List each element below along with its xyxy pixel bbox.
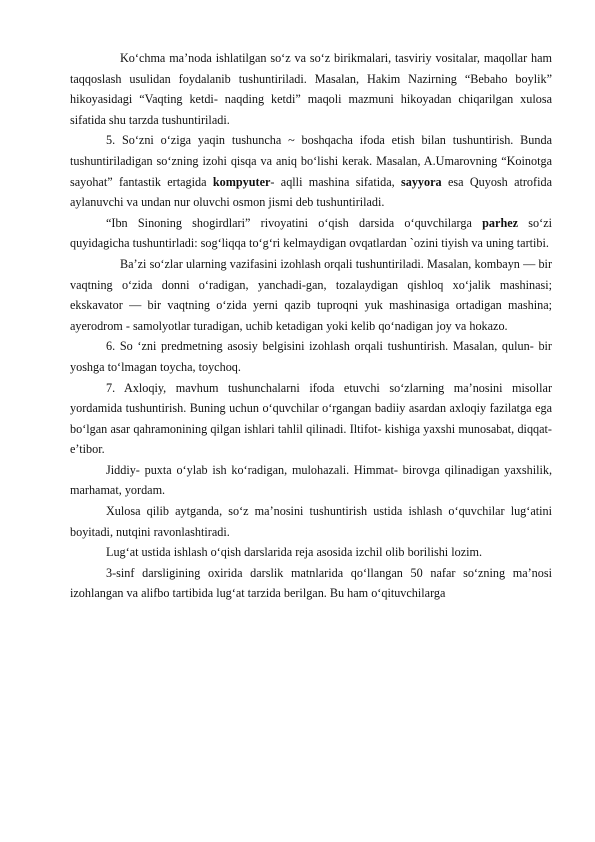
paragraph-definitions: Jiddiy- puxta o‘ylab ish ko‘radigan, mulohazali. Himmat- birovga qilinadigan yaxshilik, marhamat, yordam. (70, 462, 552, 498)
paragraph-function-explanation: Ba’zi so‘zlar ularning vazifasini izohlash orqali tushuntiriladi. Masalan, kombayn — bir vaqtning o‘zida donni o‘radigan, yanchadi-gan, tozalaydigan qishloq xo‘jalik mashinasi; ekskavator — bir vaqtning o‘zida yerni qazib tuproqni yuk mashinasiga ortadigan mashina; ayerodrom - samolyotlar turadigan, uchib ketadigan yoki kelib qo‘nadigan joy va hokazo. (70, 256, 552, 333)
paragraph-text: so‘zi quyidagicha tushuntirladi: sog‘liqqa to‘g‘ri kelmaydigan ovqatlardan `ozini tiyish va uning tartibi. (70, 215, 552, 251)
paragraph-grade-3-textbook: 3-sinf darsligining oxirida darslik matnlarida qo‘llangan 50 nafar so‘zning ma’nosi izohlangan va alifbo tartibida lug‘at tarzida berilgan. Bu ham o‘qituvchilarga (70, 565, 552, 601)
bold-term-kompyuter: kompyuter (212, 174, 271, 189)
bold-term-sayyora: sayyora (400, 174, 442, 189)
paragraph-text: “Ibn Sinoning shogirdlari” rivoyatini o‘qish darsida o‘quvchilarga (106, 215, 483, 230)
paragraph-point-5 (70, 130, 552, 212)
bold-term-parhez: parhez (482, 215, 519, 230)
paragraph-point-7: 7. Axloqiy, mavhum tushunchalarni ifoda etuvchi so‘zlarning ma’nosini misollar yordamida tushuntirish. Buning uchun o‘quvchilar o‘rgangan badiiy asardan axloqiy fazilatga ega bo‘lgan asar qahramonining qilgan ishlari tahlil qilinadi. Iltifot- kishiga yaxshi munosabat, diqqat-e’tibor. (70, 380, 552, 457)
paragraph-conclusion: Xulosa qilib aytganda, so‘z ma’nosini tushuntirish ustida ishlash o‘quvchilar lug‘atini boyitadi, nutqini ravonlashtiradi. (70, 504, 552, 539)
paragraph-vocabulary-plan: Lug‘at ustida ishlash o‘qish darslarida reja asosida izchil olib borilishi lozim. (106, 545, 483, 560)
paragraph-ibn-sino (70, 213, 552, 254)
paragraph-point-6: 6. So ‘zni predmetning asosiy belgisini izohlash orqali tushuntirish. Masalan, qulun- bir yoshga to‘lmagan toycha, toychoq. (70, 339, 552, 374)
paragraph-text: - aqlli mashina sifatida, (270, 174, 401, 189)
paragraph-text: esa Quyosh atrofida aylanuvchi va undan nur oluvchi osmon jismi deb tushuntiriladi. (70, 174, 552, 210)
paragraph-text: 5. So‘zni o‘ziga yaqin tushuncha ~ boshqacha ifoda etish bilan tushuntirish. Bunda tushuntiriladigan so‘zning izohi qisqa va aniq bo‘lishi kerak. Masalan, A.Umarovning “Koinotga sayohat” fantastik ertagida (70, 133, 552, 189)
paragraph-figurative-meaning: Ko‘chma ma’noda ishlatilgan so‘z va so‘z birikmalari, tasviriy vositalar, maqollar ham taqqoslash usulidan foydalanib tushuntiriladi. Masalan, Hakim Nazirning “Bebaho boylik” hikoyasidagi “Vaqting ketdi- naqding ketdi” maqoli mazmuni hikoyadan chiqarilgan xulosa sifatida shu tarzda tushuntiriladi. (70, 51, 552, 127)
document-page (70, 48, 552, 604)
